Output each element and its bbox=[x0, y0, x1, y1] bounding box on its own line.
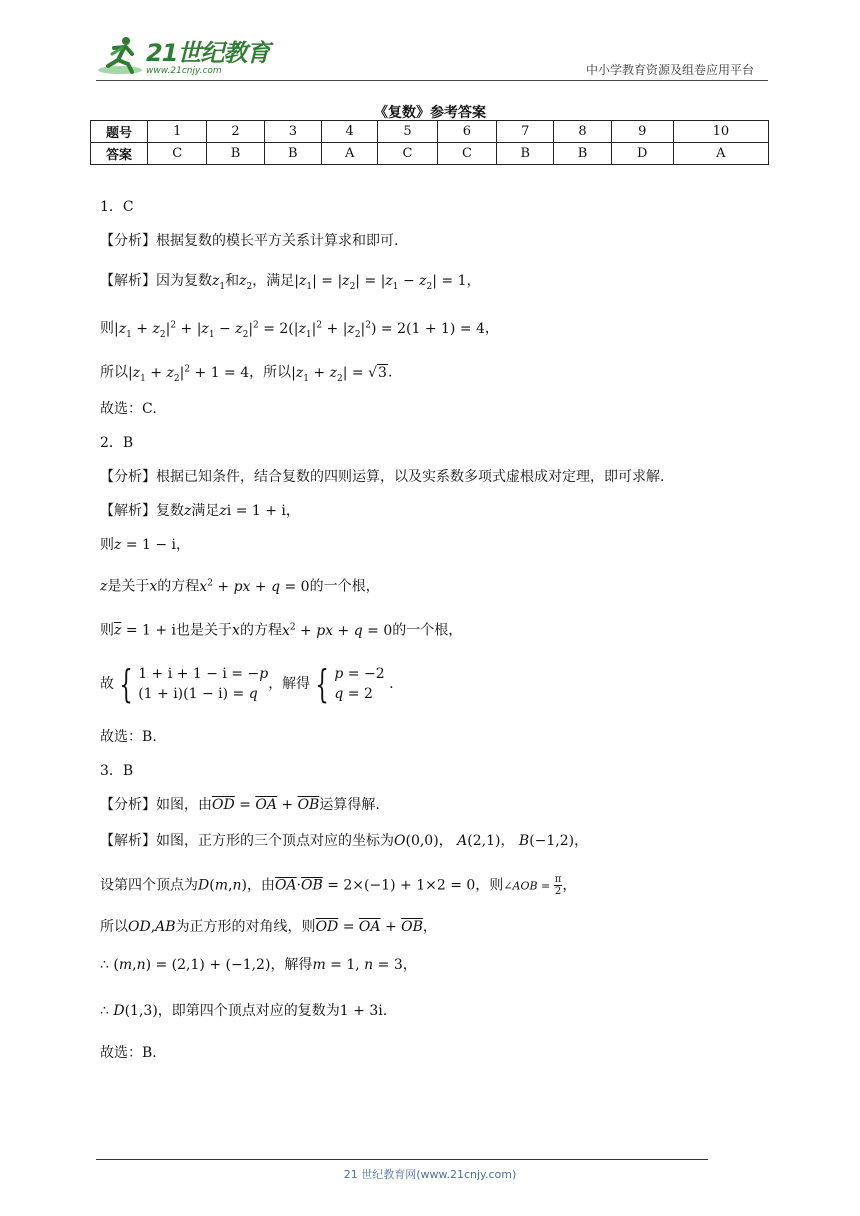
analysis-text: 根据复数的模长平方关系计算求和即可. bbox=[156, 233, 399, 249]
table-header-cell: 题号 bbox=[91, 121, 148, 143]
text: 则 bbox=[100, 537, 114, 553]
page-footer: 21 世纪教育网(www.21cnjy.com) bbox=[343, 1168, 517, 1181]
q2-head: 2．B bbox=[100, 435, 134, 451]
text: 是关于 bbox=[107, 578, 150, 595]
text: ，由 bbox=[246, 877, 275, 894]
q2-solution-line2: 则z = 1 − i， bbox=[100, 537, 191, 553]
text: 如图，由 bbox=[156, 797, 212, 813]
text: 也是关于 bbox=[176, 622, 233, 639]
table-cell: 4 bbox=[321, 121, 377, 143]
q3-solution-line3: 所以OD,AB为正方形的对角线，则$\overline{OD} = \overline{OA} + \overline{OB}$， bbox=[100, 919, 437, 935]
table-cell: 9 bbox=[611, 121, 673, 143]
text: 所以 bbox=[100, 919, 128, 935]
analysis-label: 【分析】 bbox=[100, 469, 156, 485]
text: 的一个根， bbox=[309, 578, 380, 595]
analysis-text: 根据已知条件，结合复数的四则运算，以及实系数多项式虚根成对定理，即可求解. bbox=[156, 469, 665, 485]
table-cell: 7 bbox=[497, 121, 554, 143]
q1-head: 1．C bbox=[100, 199, 134, 215]
q2-solution-line3: z是关于x的方程$x^2$ + px + q = 0的一个根， bbox=[100, 578, 380, 595]
text: 的方程 bbox=[239, 622, 282, 639]
table-cell: 1 bbox=[148, 121, 207, 143]
table-cell: B bbox=[207, 143, 264, 165]
q1-solution-line3: 所以$|z_1 + z_2|^2 + 1 = 4$，所以$|z_1 + z_2| = √3$. bbox=[100, 364, 393, 384]
text: 的方程 bbox=[157, 578, 200, 595]
table-cell: 5 bbox=[378, 121, 437, 143]
table-cell: C bbox=[437, 143, 496, 165]
q1-analysis bbox=[100, 230, 398, 252]
table-cell: 6 bbox=[437, 121, 496, 143]
solution-label: 【解析】 bbox=[100, 503, 156, 519]
page-header bbox=[96, 34, 768, 81]
fraction: $\frac{\pi}{2}$ bbox=[554, 874, 562, 897]
text: ，所以 bbox=[249, 364, 292, 381]
text: 如图，正方形的三个顶点对应的坐标为 bbox=[156, 833, 394, 849]
text: ，解得 bbox=[268, 676, 311, 692]
text: 复数 bbox=[156, 503, 184, 519]
text: 为正方形的对角线，则 bbox=[175, 919, 316, 935]
text: ，满足 bbox=[252, 273, 295, 289]
table-row bbox=[91, 143, 769, 165]
text: 运算得解. bbox=[319, 797, 380, 813]
table-cell: 8 bbox=[554, 121, 611, 143]
text: 因为复数 bbox=[156, 273, 212, 289]
document-title: 《复数》参考答案 bbox=[374, 105, 486, 121]
table-row bbox=[91, 121, 769, 143]
q2-solution-line4: 则$\overline{z} = 1 + i$也是关于x的方程$x^2$ + px + q = 0的一个根， bbox=[100, 622, 463, 639]
table-cell: 2 bbox=[207, 121, 264, 143]
q2-solution-line5: 故 { 1 + i + 1 − i = −p (1 + i)(1 − i) = q ，解得 { p = −2 q = 2 . bbox=[100, 662, 394, 706]
site-logo bbox=[96, 34, 269, 76]
text: ，则 bbox=[475, 877, 504, 894]
table-cell: A bbox=[321, 143, 377, 165]
q2-solution-line1: 【解析】复数z满足zi = 1 + i， bbox=[100, 503, 300, 519]
text: 设第四个顶点为 bbox=[100, 877, 198, 894]
equation-system: { p = −2 q = 2 bbox=[315, 662, 385, 706]
q2-analysis bbox=[100, 466, 664, 488]
text: 和 bbox=[225, 273, 240, 289]
q2-conclusion: 故选：B. bbox=[100, 729, 157, 745]
text: 故 bbox=[100, 676, 114, 692]
text: 则 bbox=[100, 622, 114, 639]
solution-label: 【解析】 bbox=[100, 833, 156, 849]
solution-label: 【解析】 bbox=[100, 273, 156, 289]
text: ，解得 bbox=[270, 957, 313, 973]
table-cell: B bbox=[497, 143, 554, 165]
text: 满足 bbox=[191, 503, 220, 519]
analysis-label: 【分析】 bbox=[100, 797, 156, 813]
table-cell: C bbox=[378, 143, 437, 165]
q1-conclusion: 故选：C. bbox=[100, 401, 157, 417]
q1-solution-line2: 则$|z_1 + z_2|^2 + |z_1 - z_2|^2 = 2(|z_1|^2 + |z_2|^2) = 2(1 + 1) = 4$， bbox=[100, 320, 499, 340]
q3-solution-line2: 设第四个顶点为D(m,n)，由$\overline{OA}\cdot\overline{OB} = 2\times(-1) + 1\times 2 = 0$，则∠AOB = $\frac{\pi}{2}$ ， bbox=[100, 874, 577, 897]
footer-divider bbox=[96, 1159, 708, 1160]
q3-solution-line4: ∴ (m,n) = (2,1) + (−1,2)，解得m = 1, n = 3， bbox=[100, 957, 417, 973]
table-cell: 10 bbox=[673, 121, 768, 143]
table-cell: C bbox=[148, 143, 207, 165]
logo-sub-text: www.21cnjy.com bbox=[146, 66, 222, 76]
q3-head: 3．B bbox=[100, 763, 134, 779]
q3-solution-line1: 【解析】如图，正方形的三个顶点对应的坐标为O(0,0)， A(2,1)， B(−1,2)， bbox=[100, 833, 589, 849]
table-cell: A bbox=[673, 143, 768, 165]
runner-icon bbox=[96, 34, 144, 76]
table-cell: 3 bbox=[264, 121, 321, 143]
table-cell: B bbox=[264, 143, 321, 165]
answer-table bbox=[90, 120, 769, 165]
analysis-label: 【分析】 bbox=[100, 233, 156, 249]
text: 的一个根， bbox=[392, 622, 463, 639]
table-cell: D bbox=[611, 143, 673, 165]
q3-analysis: 【分析】如图，由$\overline{OD} = \overline{OA} + \overline{OB}$运算得解. bbox=[100, 797, 380, 813]
text: 则 bbox=[100, 320, 114, 337]
q1-solution-line1: 【解析】因为复数$z_1$和$z_2$，满足$|z_1| = |z_2| = |z_1 - z_2| = 1$， bbox=[100, 273, 481, 292]
q3-conclusion: 故选：B. bbox=[100, 1045, 157, 1061]
table-header-cell: 答案 bbox=[91, 143, 148, 165]
equation-system: { 1 + i + 1 − i = −p (1 + i)(1 − i) = q bbox=[119, 662, 269, 706]
table-cell: B bbox=[554, 143, 611, 165]
text: ，即第四个顶点对应的复数为 bbox=[157, 1003, 340, 1019]
header-tagline: 中小学教育资源及组卷应用平台 bbox=[585, 63, 754, 77]
q3-solution-line5: ∴ D(1,3)，即第四个顶点对应的复数为1 + 3i. bbox=[100, 1003, 388, 1019]
text: 所以 bbox=[100, 364, 128, 381]
logo-main-text: 21世纪教育 bbox=[146, 39, 270, 67]
